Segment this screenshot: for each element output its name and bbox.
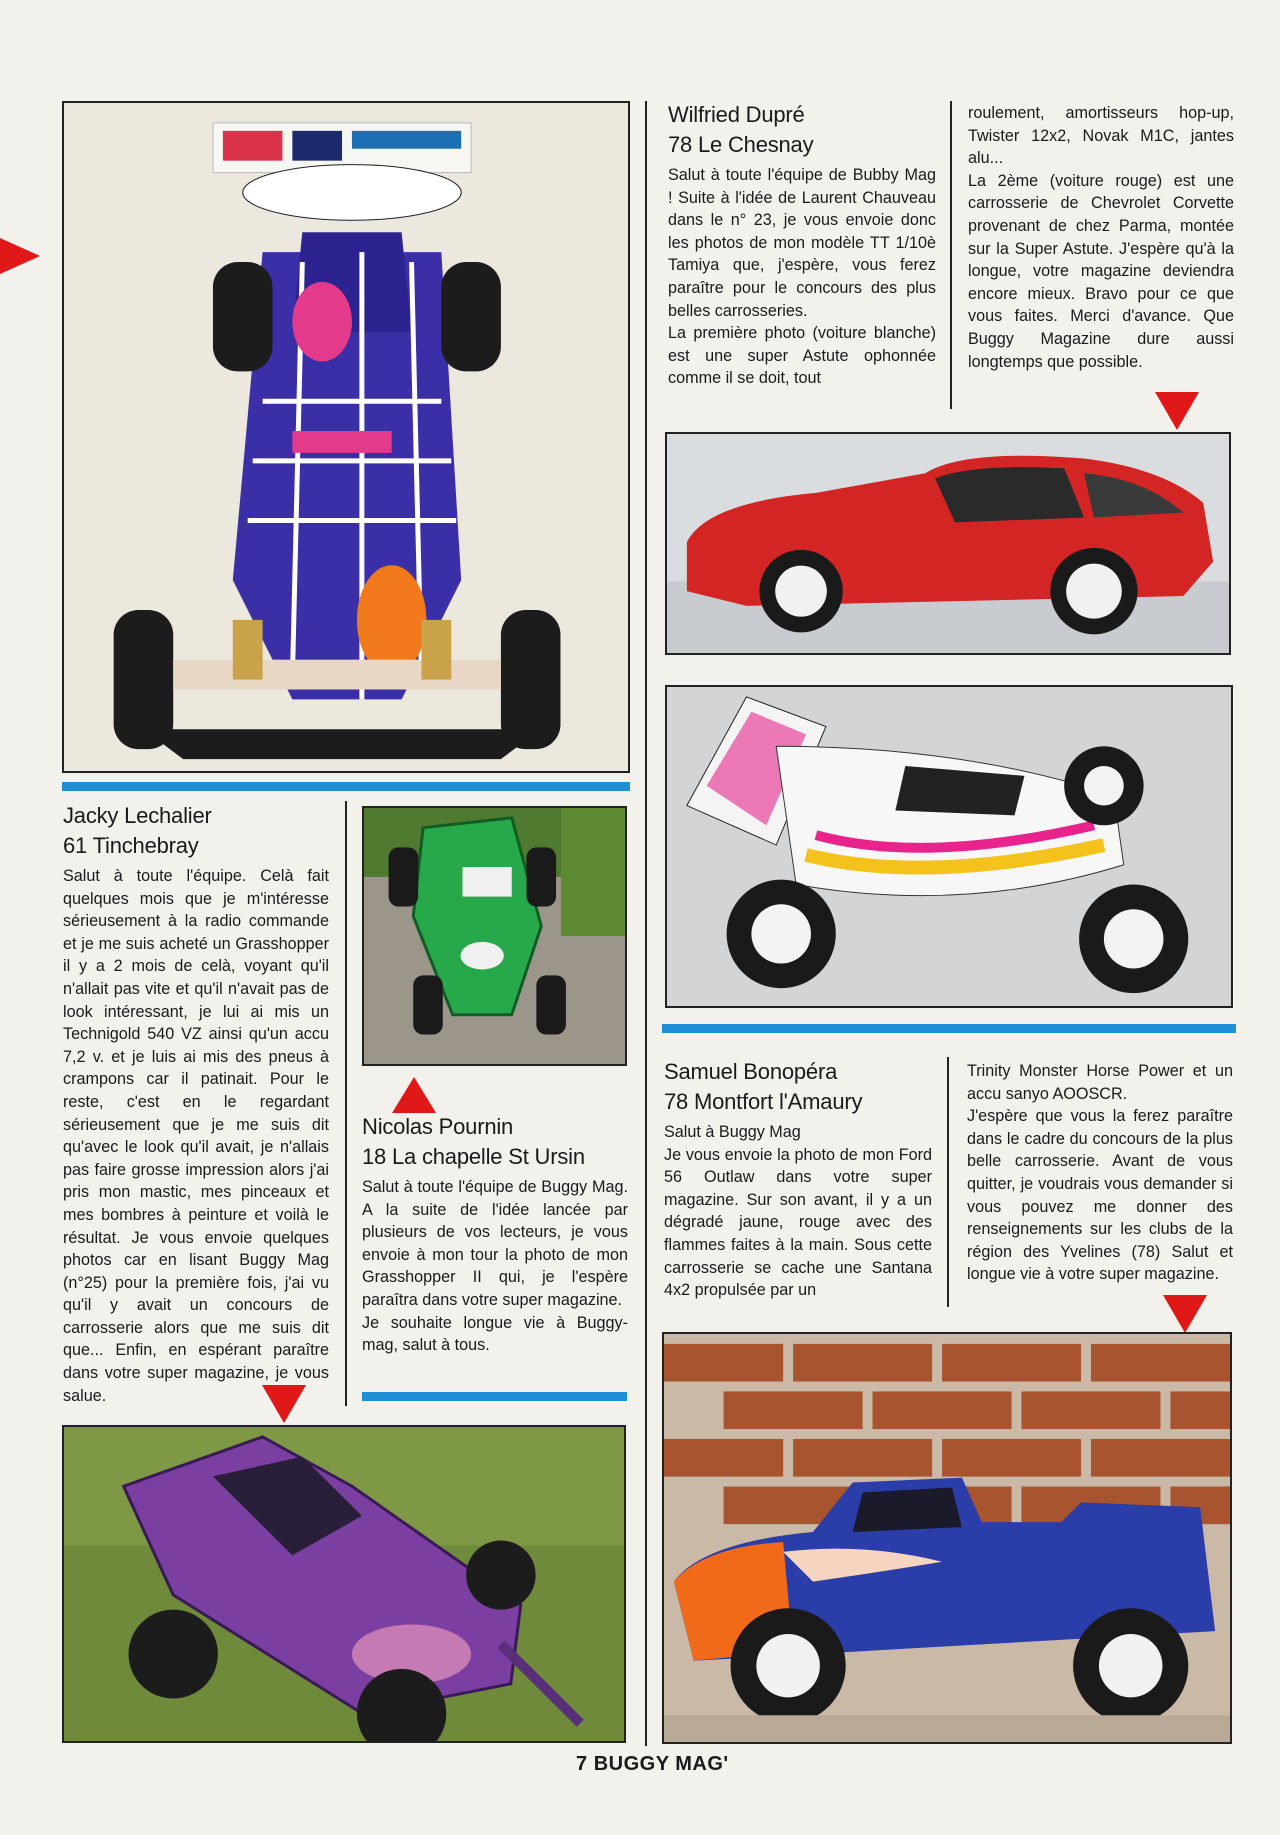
author-name: Nicolas Pournin: [362, 1114, 514, 1139]
article-text: Je souhaite longue vie à Buggy-mag, salut à tous.: [362, 1313, 628, 1355]
article-jacky: [63, 801, 329, 1407]
author-location: 61 Tinchebray: [63, 833, 199, 858]
red-arrow-down-icon: [1163, 1295, 1207, 1333]
divider-bar: [362, 1392, 627, 1401]
photo-ford-outlaw: [662, 1332, 1232, 1744]
article-wilfried-continued: [968, 102, 1234, 373]
page-number: 7: [576, 1753, 588, 1775]
column-divider: [947, 1057, 949, 1307]
article-text: roulement, amortisseurs hop-up, Twister 12x2, Novak M1C, jantes alu...: [968, 104, 1234, 168]
page-footer: [576, 1753, 729, 1776]
divider-bar: [62, 782, 630, 791]
article-text: Salut à toute l'équipe. Celà fait quelques mois que je m'intéresse sérieusement à la radio commande et je me suis acheté un Grasshopper il y a 2 mois de celà, voyant qu'il n'allait pas vite et qu'il n'avait pas de look intéressant, je lui ai mis un Technigold 540 VZ ainsi qu'un accu 7,2 v. et je luis ai mis des pneus à crampons car il patinait. Pour le reste, c'est en le regardant sérieusement que je me suis dit qu'avec le look qu'il avait, je n'allais pas faire grosse impression alors j'ai pris mon mastic, mes pinceaux et mes bombres à peinture et voilà le résultat. Je vous envoie quelques photos car en lisant Buggy Mag (n°25) pour la première fois, j'ai vu qu'il y avait un concours de carrosserie alors que me suis dit que... Enfin, en espérant paraître dans votre super magazine, je vous salue.: [63, 867, 329, 1405]
column-divider: [950, 101, 952, 409]
article-text: Salut à toute l'équipe de Bubby Mag ! Suite à l'idée de Laurent Chauveau dans le n° 23, je vous envoie donc les photos de mon modèle TT 1/10è Tamiya que, j'espère, vous ferez paraître pour le concours des plus belles carrosseries.: [668, 166, 936, 320]
article-text: La première photo (voiture blanche) est une super Astute ophonnée comme il se doit, tout: [668, 324, 936, 388]
author-location: 18 La chapelle St Ursin: [362, 1144, 585, 1169]
column-divider: [345, 801, 347, 1406]
author-name: Jacky Lechalier: [63, 803, 212, 828]
author-location: 78 Montfort l'Amaury: [664, 1089, 863, 1114]
red-arrow-up-icon: [392, 1077, 436, 1113]
article-samuel: [664, 1057, 932, 1302]
red-arrow-down-icon: [262, 1385, 306, 1423]
photo-green-buggy: [362, 806, 627, 1066]
magazine-name: BUGGY MAG': [593, 1753, 729, 1775]
author-name: Wilfried Dupré: [668, 102, 805, 127]
author-name: Samuel Bonopéra: [664, 1059, 838, 1084]
article-text: Salut à toute l'équipe de Buggy Mag. A la suite de l'idée lancée par plusieurs de vos lecteurs, je vous envoie à mon tour la photo de mon Grasshopper II qui, je l'espère paraîtra dans votre super magazine.: [362, 1178, 628, 1309]
article-text: Trinity Monster Horse Power et un accu sanyo AOOSCR.: [967, 1062, 1233, 1103]
author-location: 78 Le Chesnay: [668, 132, 814, 157]
article-text: Salut à Buggy Mag: [664, 1123, 801, 1141]
article-text: La 2ème (voiture rouge) est une carrosserie de Chevrolet Corvette provenant de chez Parma, montée sur la Super Astute. J'espère qu'à la longue, votre magazine deviendra encore mieux. Bravo pour ce que vous faites. Merci d'avance. Que Buggy Magazine dure aussi longtemps que possible.: [968, 171, 1234, 371]
photo-red-corvette: [665, 432, 1231, 655]
red-arrow-icon: [0, 238, 40, 274]
article-samuel-continued: [967, 1060, 1233, 1286]
red-arrow-down-icon: [1155, 392, 1199, 430]
photo-purple-buggy: [62, 101, 630, 773]
article-text: J'espère que vous la ferez paraître dans le cadre du concours de la plus belle carrosserie. Avant de vous quitter, je voudrais vous demander si vous pouvez me donner des renseignements sur les clubs de la région des Yvelines (78) Salut et longue vie à votre super magazine.: [967, 1107, 1233, 1284]
photo-grass-buggy: [62, 1425, 626, 1743]
photo-white-buggy: [665, 685, 1233, 1008]
article-text: Je vous envoie la photo de mon Ford 56 Outlaw dans votre super magazine. Sur son avant, il y a un dégradé jaune, rouge avec des flammes faites à la main. Sous cette carrosserie se cache une Santana 4x2 propulsée par un: [664, 1145, 932, 1300]
column-divider: [645, 101, 647, 1746]
article-wilfried: [668, 100, 936, 390]
divider-bar: [662, 1024, 1236, 1033]
article-nicolas: [362, 1112, 628, 1357]
